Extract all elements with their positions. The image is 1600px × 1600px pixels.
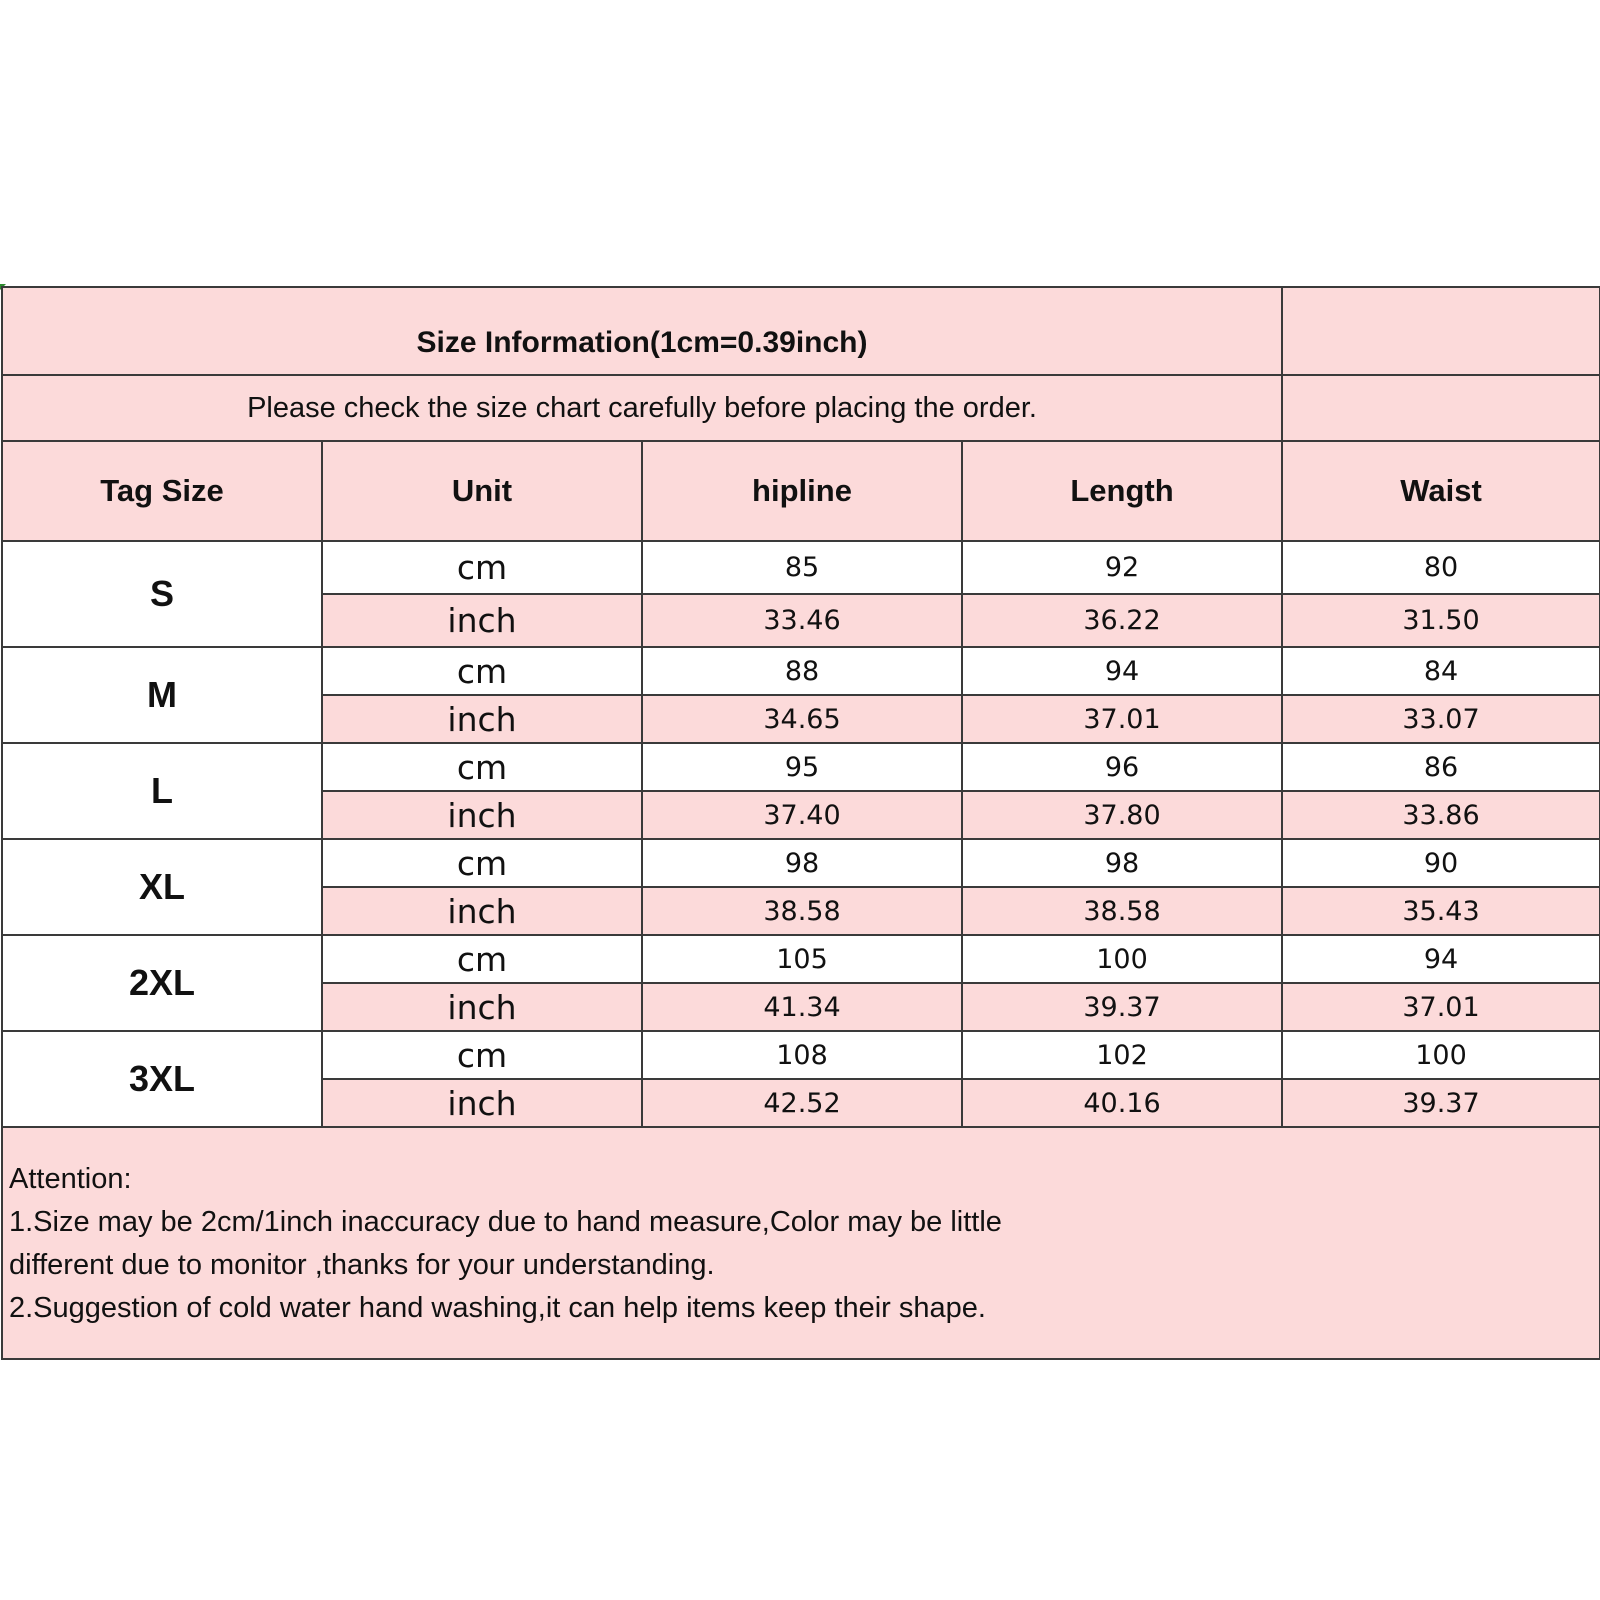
unit-cell: cm	[322, 935, 642, 983]
table-row	[2, 839, 1600, 887]
tag-size-cell: XL	[2, 839, 322, 935]
notes-line: 2.Suggestion of cold water hand washing,it can help items keep their shape.	[9, 1292, 986, 1324]
unit-cell: cm	[322, 647, 642, 695]
table-row	[2, 935, 1600, 983]
waist-cell: 94	[1282, 935, 1600, 983]
chart-subtitle: Please check the size chart carefully before placing the order.	[2, 375, 1282, 441]
attention-notes	[2, 1127, 1600, 1359]
length-cell: 92	[962, 541, 1282, 594]
waist-cell: 84	[1282, 647, 1600, 695]
hipline-cell: 41.34	[642, 983, 962, 1031]
waist-cell: 31.50	[1282, 594, 1600, 647]
waist-cell: 37.01	[1282, 983, 1600, 1031]
tag-size-cell: 2XL	[2, 935, 322, 1031]
table-row	[2, 743, 1600, 791]
length-cell: 100	[962, 935, 1282, 983]
tag-size-cell: L	[2, 743, 322, 839]
length-cell: 98	[962, 839, 1282, 887]
tag-size-cell: S	[2, 541, 322, 647]
size-table	[1, 286, 1600, 1360]
length-cell: 39.37	[962, 983, 1282, 1031]
length-cell: 37.80	[962, 791, 1282, 839]
table-row	[2, 1031, 1600, 1079]
length-cell: 96	[962, 743, 1282, 791]
waist-cell: 80	[1282, 541, 1600, 594]
header-hipline: hipline	[642, 441, 962, 541]
unit-cell: inch	[322, 887, 642, 935]
size-chart	[1, 286, 1599, 1360]
notes-line: 1.Size may be 2cm/1inch inaccuracy due to hand measure,Color may be little	[9, 1206, 1002, 1238]
length-cell: 36.22	[962, 594, 1282, 647]
hipline-cell: 37.40	[642, 791, 962, 839]
table-row	[2, 647, 1600, 695]
header-length: Length	[962, 441, 1282, 541]
tag-size-cell: 3XL	[2, 1031, 322, 1127]
waist-cell: 39.37	[1282, 1079, 1600, 1127]
tag-size-cell: M	[2, 647, 322, 743]
hipline-cell: 105	[642, 935, 962, 983]
length-cell: 40.16	[962, 1079, 1282, 1127]
hipline-cell: 98	[642, 839, 962, 887]
waist-cell: 86	[1282, 743, 1600, 791]
waist-cell: 33.07	[1282, 695, 1600, 743]
waist-cell: 100	[1282, 1031, 1600, 1079]
table-row	[2, 541, 1600, 594]
unit-cell: inch	[322, 983, 642, 1031]
unit-cell: cm	[322, 1031, 642, 1079]
unit-cell: inch	[322, 1079, 642, 1127]
subtitle-empty-cell	[1282, 375, 1600, 441]
hipline-cell: 88	[642, 647, 962, 695]
length-cell: 38.58	[962, 887, 1282, 935]
header-tag-size: Tag Size	[2, 441, 322, 541]
hipline-cell: 34.65	[642, 695, 962, 743]
notes-line: different due to monitor ,thanks for your understanding.	[9, 1249, 715, 1281]
chart-title: Size Information(1cm=0.39inch)	[2, 287, 1282, 375]
hipline-cell: 108	[642, 1031, 962, 1079]
hipline-cell: 85	[642, 541, 962, 594]
unit-cell: cm	[322, 839, 642, 887]
length-cell: 102	[962, 1031, 1282, 1079]
unit-cell: cm	[322, 743, 642, 791]
hipline-cell: 38.58	[642, 887, 962, 935]
unit-cell: inch	[322, 695, 642, 743]
waist-cell: 35.43	[1282, 887, 1600, 935]
notes-heading: Attention:	[9, 1163, 132, 1195]
unit-cell: inch	[322, 791, 642, 839]
hipline-cell: 33.46	[642, 594, 962, 647]
waist-cell: 90	[1282, 839, 1600, 887]
length-cell: 94	[962, 647, 1282, 695]
header-unit: Unit	[322, 441, 642, 541]
header-waist: Waist	[1282, 441, 1600, 541]
unit-cell: inch	[322, 594, 642, 647]
hipline-cell: 42.52	[642, 1079, 962, 1127]
length-cell: 37.01	[962, 695, 1282, 743]
title-empty-cell	[1282, 287, 1600, 375]
hipline-cell: 95	[642, 743, 962, 791]
waist-cell: 33.86	[1282, 791, 1600, 839]
unit-cell: cm	[322, 541, 642, 594]
